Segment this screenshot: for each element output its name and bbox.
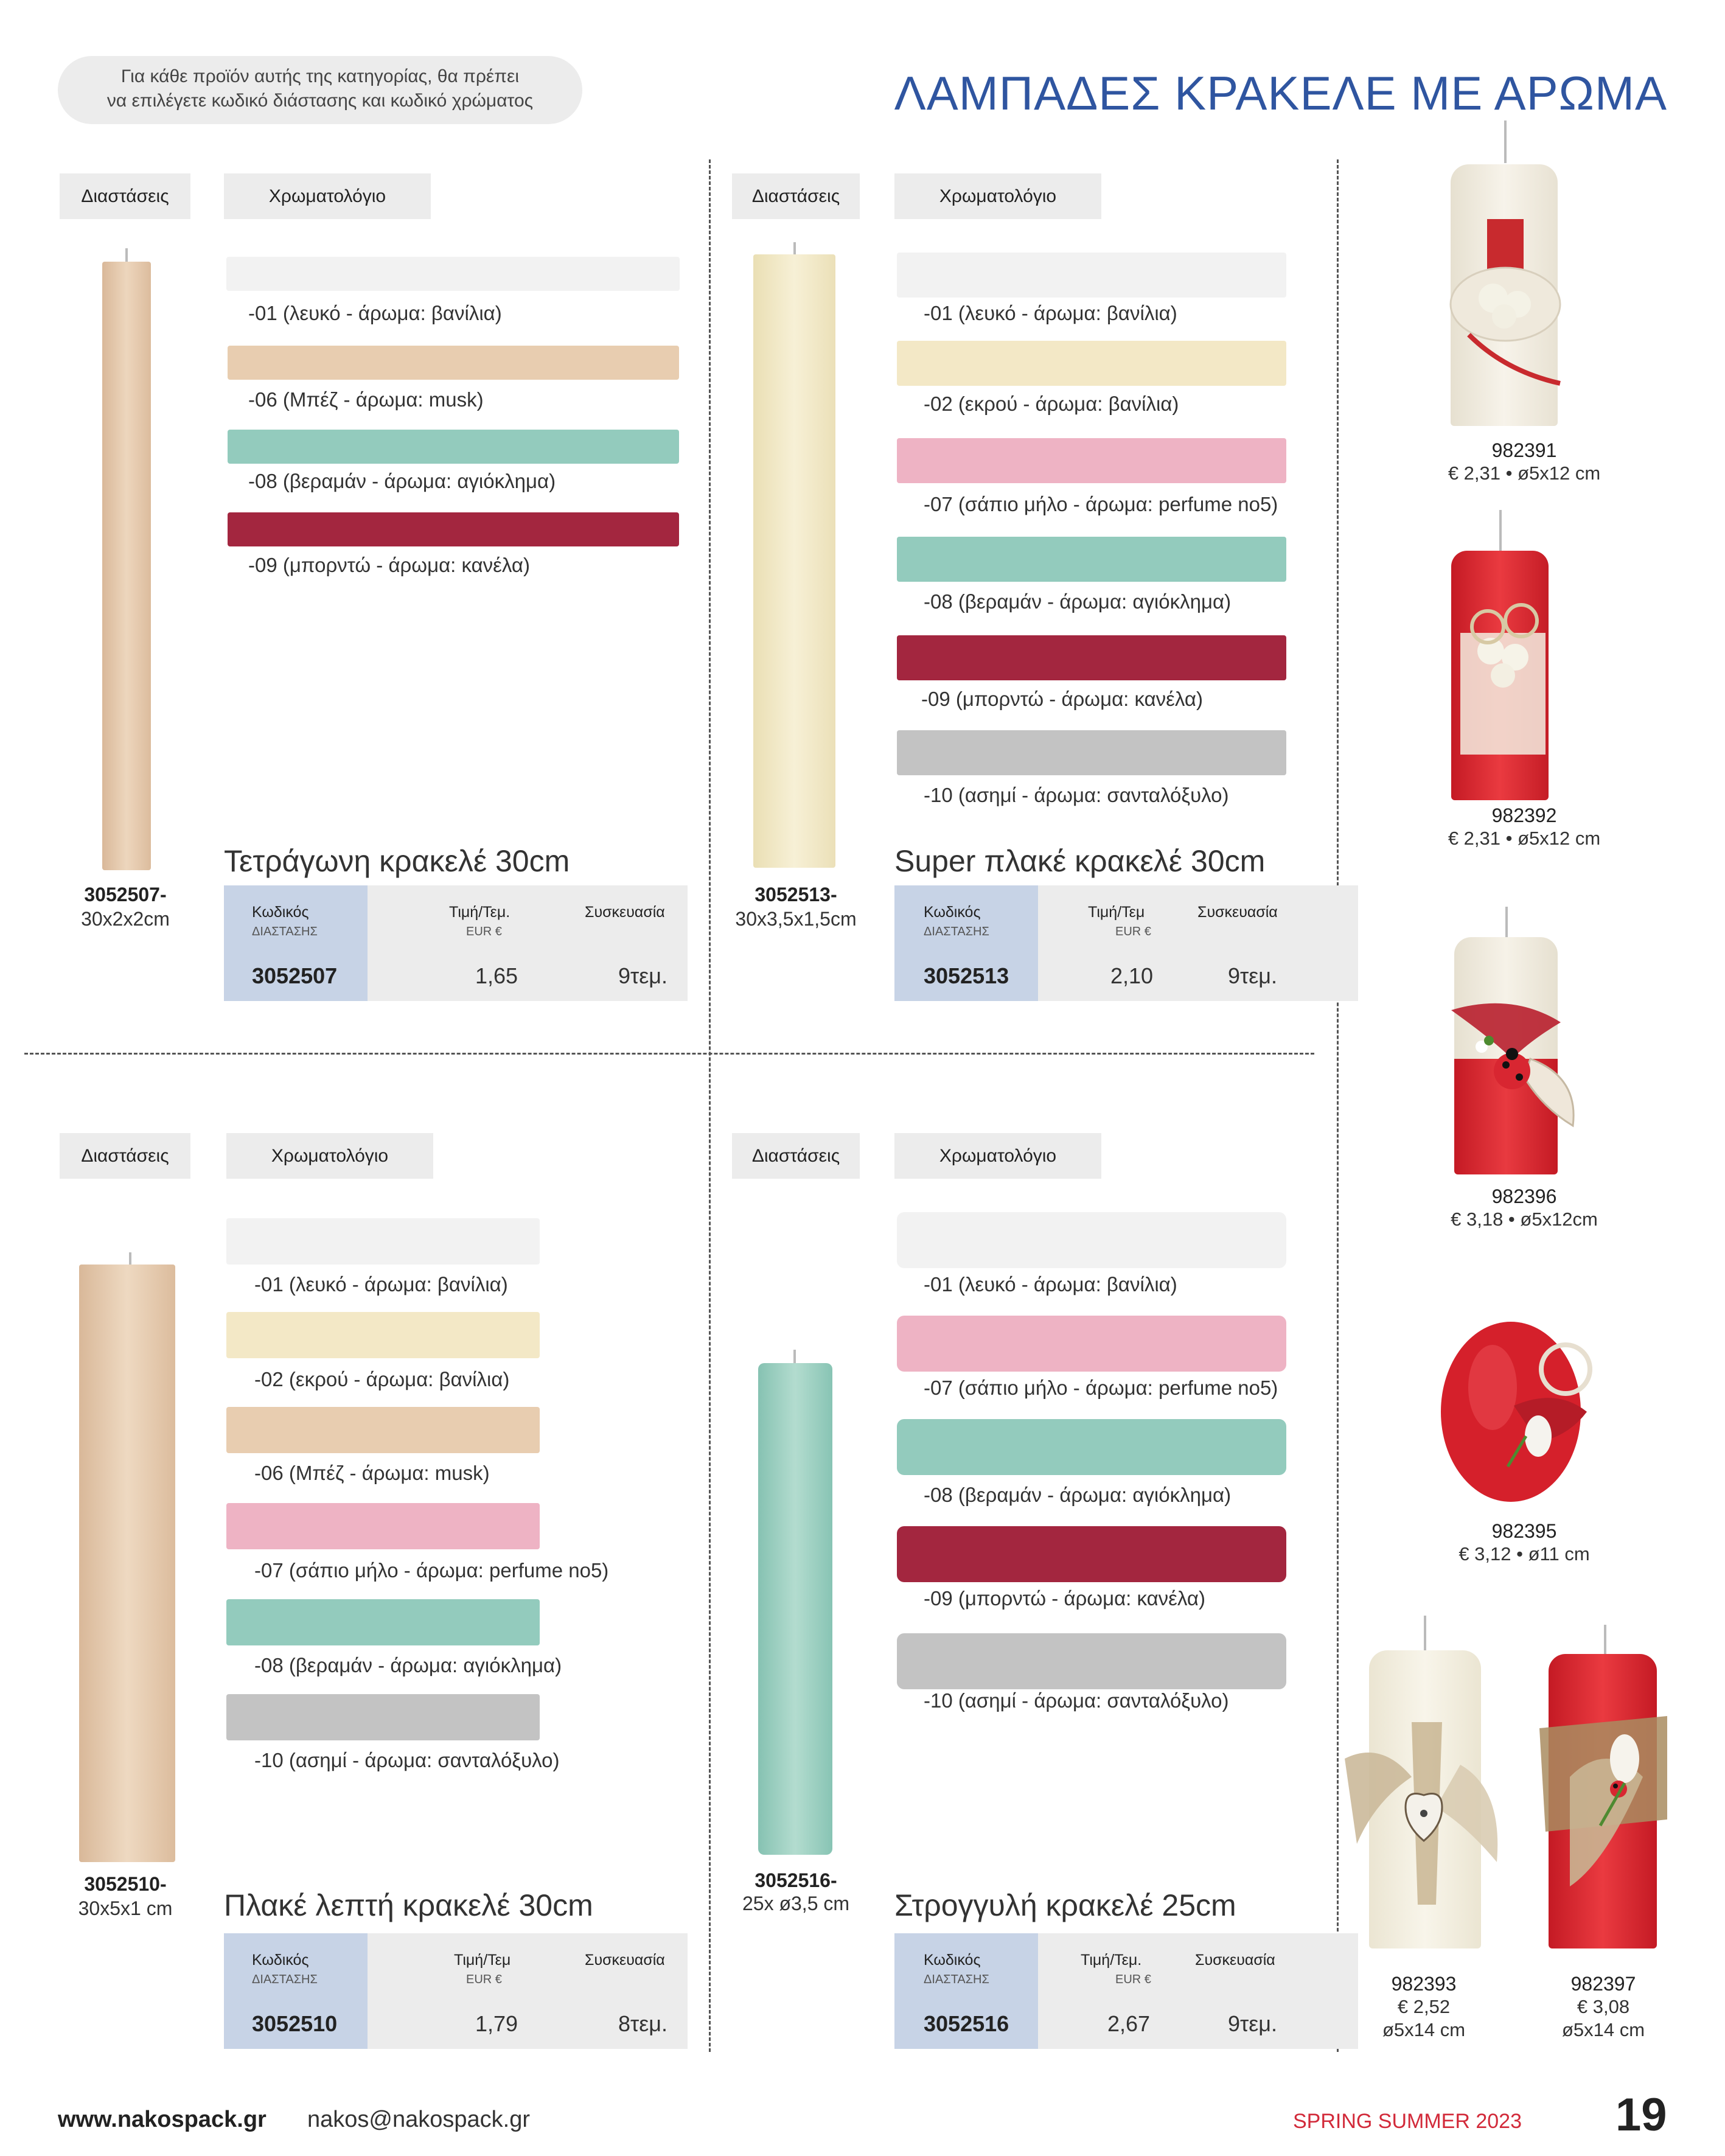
code-subheader: ΔΙΑΣΤΑΣΗΣ	[924, 1973, 989, 1986]
variant-label: -08 (βεραμάν - άρωμα: αγιόκλημα)	[924, 1484, 1232, 1506]
variant-label: -01 (λευκό - άρωμα: βανίλια)	[924, 302, 1177, 324]
variant-label: -10 (ασημί - άρωμα: σανταλόξυλο)	[924, 1689, 1229, 1712]
dimension-size: 30x2x2cm	[81, 908, 170, 930]
side-product-price: € 2,31 • ø5x12 cm	[1448, 828, 1601, 849]
color-swatch-10	[897, 730, 1286, 775]
price-header: Τιμή/Τεμ	[454, 1952, 511, 1969]
dimension-size: 30x3,5x1,5cm	[735, 908, 857, 930]
side-product-code: 982395	[1491, 1520, 1557, 1542]
dimension-code: 3052510-	[84, 1873, 167, 1895]
side-product-size: ø5x14 cm	[1561, 2019, 1645, 2040]
dimension-size: 30x5x1 cm	[78, 1897, 173, 1919]
candle-wick	[1499, 510, 1502, 551]
color-swatch-10	[226, 1694, 540, 1740]
variant-label: -08 (βεραμάν - άρωμα: αγιόκλημα)	[254, 1654, 562, 1676]
note-line-1: Για κάθε προϊόν αυτής της κατηγορίας, θα πρέπει	[120, 66, 520, 86]
product-price: 2,10	[1110, 963, 1154, 988]
side-product-price: € 2,31 • ø5x12 cm	[1448, 462, 1601, 484]
colors-tag: Χρωματολόγιο	[224, 173, 431, 219]
side-product-code: 982391	[1491, 439, 1557, 461]
candle-wick	[1424, 1616, 1426, 1652]
ladybug-ribbon-decoration	[1439, 986, 1585, 1144]
calla-lily-decoration	[1527, 1704, 1679, 1923]
price-table	[894, 1933, 1358, 2049]
instruction-note	[58, 56, 582, 124]
code-subheader: ΔΙΑΣΤΑΣΗΣ	[924, 925, 989, 938]
candle-wick	[125, 248, 128, 262]
price-header: Τιμή/Τεμ	[1088, 904, 1145, 921]
product-pack: 8τεμ.	[618, 2011, 668, 2036]
product-price: 2,67	[1107, 2011, 1151, 2036]
price-table	[224, 1933, 688, 2049]
side-product-code: 982397	[1570, 1973, 1636, 1995]
product-code: 3052510	[252, 2011, 338, 2036]
colors-tag: Χρωματολόγιο	[226, 1133, 433, 1179]
burlap-heart-decoration	[1339, 1704, 1509, 1923]
code-header: Κωδικός	[252, 904, 309, 921]
colors-tag: Χρωματολόγιο	[894, 173, 1101, 219]
color-swatch-08	[897, 1419, 1286, 1475]
side-product-code: 982396	[1491, 1185, 1557, 1207]
currency-subheader: EUR €	[1115, 1973, 1151, 1986]
code-header: Κωδικός	[924, 904, 981, 921]
dimensions-tag: Διαστάσεις	[732, 173, 860, 219]
price-table	[224, 885, 688, 1001]
candle-image	[102, 262, 151, 870]
variant-label: -09 (μπορντώ - άρωμα: κανέλα)	[248, 554, 530, 576]
side-product-size: ø5x14 cm	[1382, 2019, 1466, 2040]
variant-label: -08 (βεραμάν - άρωμα: αγιόκλημα)	[248, 470, 556, 492]
color-swatch-02	[226, 1312, 540, 1358]
color-swatch-07	[897, 438, 1286, 483]
candle-wick	[1505, 907, 1508, 938]
price-table	[894, 885, 1358, 1001]
color-swatch-06	[226, 1407, 540, 1453]
candle-wick	[1504, 120, 1507, 163]
row-divider	[24, 1053, 1314, 1055]
product-title: Super πλακέ κρακελέ 30cm	[894, 844, 1266, 878]
variant-label: -10 (ασημί - άρωμα: σανταλόξυλο)	[924, 784, 1229, 806]
color-swatch-01	[226, 257, 680, 291]
candle-wick	[793, 1350, 796, 1363]
candle-wick	[1604, 1625, 1606, 1655]
footer-website-link[interactable]: www.nakospack.gr	[58, 2107, 267, 2132]
dimensions-tag: Διαστάσεις	[60, 1133, 190, 1179]
packaging-header: Συσκευασία	[1195, 1952, 1275, 1969]
variant-label: -02 (εκρού - άρωμα: βανίλια)	[924, 392, 1179, 415]
variant-label: -01 (λευκό - άρωμα: βανίλια)	[924, 1273, 1177, 1296]
color-swatch-08	[226, 1599, 540, 1645]
candle-image	[758, 1363, 832, 1855]
color-swatch-10	[897, 1633, 1286, 1689]
candle-image	[753, 254, 835, 868]
dimensions-tag: Διαστάσεις	[732, 1133, 860, 1179]
color-swatch-07	[897, 1316, 1286, 1372]
variant-label: -07 (σάπιο μήλο - άρωμα: perfume no5)	[254, 1559, 609, 1582]
currency-subheader: EUR €	[466, 925, 502, 938]
page-number: 19	[1615, 2089, 1667, 2141]
currency-subheader: EUR €	[1115, 925, 1151, 938]
color-swatch-08	[897, 537, 1286, 582]
side-product-price: € 3,08	[1577, 1996, 1630, 2017]
side-product-price: € 3,12 • ø11 cm	[1458, 1543, 1590, 1565]
colors-tag: Χρωματολόγιο	[894, 1133, 1101, 1179]
ribbon-decoration	[1432, 219, 1578, 389]
variant-label: -06 (Μπέζ - άρωμα: musk)	[248, 388, 484, 411]
variant-label: -07 (σάπιο μήλο - άρωμα: perfume no5)	[924, 1376, 1278, 1399]
code-header: Κωδικός	[252, 1952, 309, 1969]
dimension-code: 3052513-	[754, 884, 837, 905]
price-header: Τιμή/Τεμ.	[1081, 1952, 1142, 1969]
note-line-2: να επιλέγετε κωδικό διάστασης και κωδικό χρώματος	[106, 91, 534, 111]
code-subheader: ΔΙΑΣΤΑΣΗΣ	[252, 925, 318, 938]
variant-label: -08 (βεραμάν - άρωμα: αγιόκλημα)	[924, 590, 1232, 613]
color-swatch-06	[228, 346, 679, 380]
side-product-price: € 2,52	[1397, 1996, 1451, 2017]
variant-label: -01 (λευκό - άρωμα: βανίλια)	[248, 302, 502, 324]
product-code: 3052507	[252, 963, 338, 988]
variant-label: -02 (εκρού - άρωμα: βανίλια)	[254, 1368, 510, 1390]
color-swatch-07	[226, 1503, 540, 1549]
variant-label: -09 (μπορντώ - άρωμα: κανέλα)	[924, 1587, 1205, 1610]
candle-wick	[793, 242, 796, 254]
product-pack: 9τεμ.	[618, 963, 668, 988]
color-swatch-09	[897, 1526, 1286, 1582]
product-title: Τετράγωνη κρακελέ 30cm	[224, 844, 570, 878]
lace-flower-decoration	[1436, 584, 1570, 767]
variant-label: -06 (Μπέζ - άρωμα: musk)	[254, 1462, 490, 1484]
variant-label: -07 (σάπιο μήλο - άρωμα: perfume no5)	[924, 493, 1278, 515]
dimension-code: 3052507-	[84, 884, 167, 905]
color-swatch-09	[897, 635, 1286, 680]
color-swatch-02	[897, 341, 1286, 386]
candle-image	[79, 1265, 175, 1862]
column-divider	[709, 159, 711, 2052]
dimension-code: 3052516-	[754, 1869, 837, 1891]
packaging-header: Συσκευασία	[1197, 904, 1278, 921]
packaging-header: Συσκευασία	[585, 904, 665, 921]
price-header: Τιμή/Τεμ.	[449, 904, 511, 921]
side-product-code: 982393	[1391, 1973, 1457, 1995]
color-swatch-09	[228, 512, 679, 546]
variant-label: -10 (ασημί - άρωμα: σανταλόξυλο)	[254, 1749, 560, 1771]
currency-subheader: EUR €	[466, 1973, 502, 1986]
color-swatch-01	[226, 1218, 540, 1265]
side-product-code: 982392	[1491, 804, 1557, 826]
dimensions-tag: Διαστάσεις	[60, 173, 190, 219]
product-title: Στρογγυλή κρακελέ 25cm	[894, 1888, 1236, 1922]
candle-wick	[129, 1252, 131, 1265]
dimension-size: 25x ø3,5 cm	[742, 1893, 850, 1914]
color-swatch-08	[228, 430, 679, 464]
footer-season: SPRING SUMMER 2023	[1293, 2110, 1522, 2133]
product-pack: 9τεμ.	[1228, 963, 1278, 988]
product-code: 3052513	[924, 963, 1009, 988]
color-swatch-01	[897, 253, 1286, 298]
color-swatch-01	[897, 1212, 1286, 1268]
product-title: Πλακέ λεπτή κρακελέ 30cm	[224, 1888, 593, 1922]
product-code: 3052516	[924, 2011, 1009, 2036]
code-header: Κωδικός	[924, 1952, 981, 1969]
product-pack: 9τεμ.	[1228, 2011, 1278, 2036]
packaging-header: Συσκευασία	[585, 1952, 665, 1969]
product-price: 1,65	[475, 963, 518, 988]
footer-email-link[interactable]: nakos@nakospack.gr	[307, 2107, 530, 2132]
egg-candle-image	[1435, 1284, 1611, 1509]
side-product-price: € 3,18 • ø5x12cm	[1451, 1209, 1598, 1230]
product-price: 1,79	[475, 2011, 518, 2036]
code-subheader: ΔΙΑΣΤΑΣΗΣ	[252, 1973, 318, 1986]
variant-label: -01 (λευκό - άρωμα: βανίλια)	[254, 1273, 508, 1296]
variant-label: -09 (μπορντώ - άρωμα: κανέλα)	[921, 688, 1203, 710]
page-title: ΛΑΜΠΑΔΕΣ ΚΡΑΚΕΛΕ ΜΕ ΑΡΩΜΑ	[894, 66, 1667, 120]
